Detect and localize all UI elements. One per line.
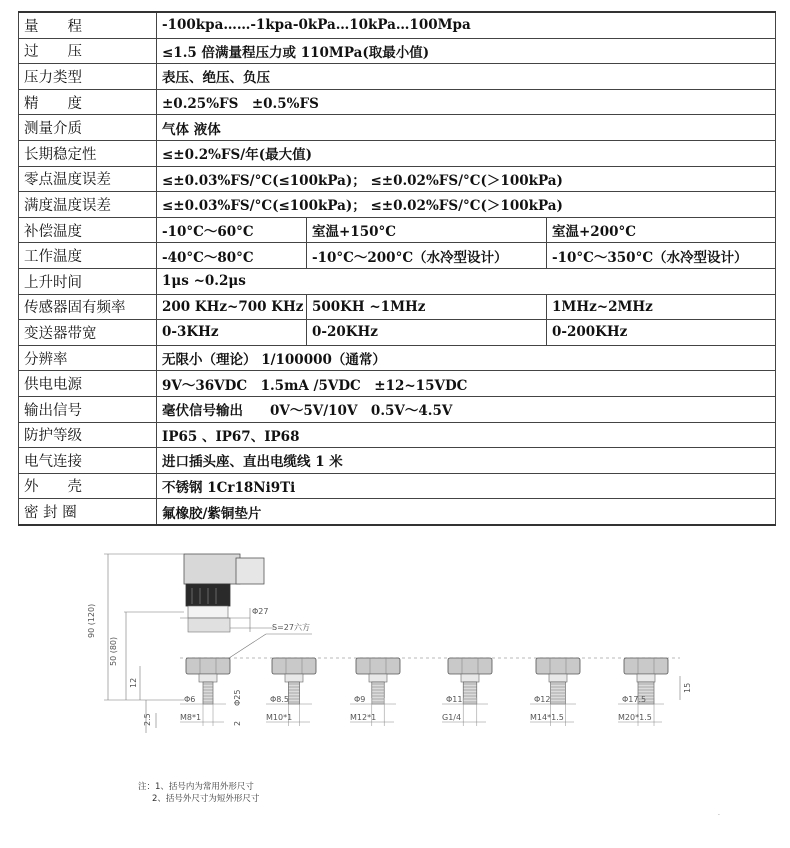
dim-groove: 2	[233, 720, 242, 726]
corner-mark: ·	[718, 812, 720, 819]
dimension-drawing	[80, 548, 720, 748]
spec-row	[19, 166, 776, 192]
fitting-dia-label: Φ6	[184, 695, 196, 704]
spec-value: 进口插头座、直出电缆线 1 米	[157, 448, 776, 474]
spec-value: ≤±0.03%FS/°C(≤100kPa)； ≤±0.02%FS/°C(＞100kPa)	[157, 192, 776, 218]
spec-value: 气体 液体	[157, 115, 776, 141]
spec-value: 毫伏信号输出 0V～5V/10V 0.5V～4.5V	[157, 396, 776, 422]
note-line-1: 注：1、括号内为常用外形尺寸	[138, 782, 254, 792]
fitting-dia-label: Φ8.5	[270, 695, 290, 704]
spec-value: ≤±0.2%FS/年(最大值)	[157, 140, 776, 166]
dim-right-height: 15	[683, 682, 692, 693]
spec-label: 工作温度	[19, 243, 157, 269]
spec-value: ≤1.5 倍满量程压力或 110MPa(取最小值)	[157, 38, 776, 64]
spec-label: 分辨率	[19, 345, 157, 371]
spec-table-body	[19, 12, 776, 525]
spec-value: 200 KHz~700 KHz	[157, 294, 307, 320]
spec-row	[19, 345, 776, 371]
spec-row	[19, 38, 776, 64]
spec-label: 变送器带宽	[19, 320, 157, 346]
spec-value: -40°C～80°C	[157, 243, 307, 269]
fitting-thread-label: M14*1.5	[530, 713, 564, 722]
spec-row	[19, 268, 776, 294]
fitting-dia-label: Φ17.5	[622, 695, 647, 704]
spec-row	[19, 217, 776, 243]
spec-row	[19, 320, 776, 346]
spec-value: -100kpa……-1kpa-0kPa…10kPa…100Mpa	[157, 12, 776, 38]
spec-row	[19, 12, 776, 38]
spec-label: 零点温度误差	[19, 166, 157, 192]
connector-plug	[184, 554, 264, 632]
fitting-thread-label: M12*1	[350, 713, 377, 722]
spec-value: ±0.25%FS ±0.5%FS	[157, 89, 776, 115]
fitting	[442, 658, 492, 726]
spec-value: 0-3KHz	[157, 320, 307, 346]
fitting-dia-label: Φ11	[446, 695, 463, 704]
dim-height-total: 90 (120)	[87, 603, 96, 638]
spec-value: -10°C～60°C	[157, 217, 307, 243]
spec-label: 过 压	[19, 38, 157, 64]
spec-label: 密 封 圈	[19, 499, 157, 525]
spec-value: 0-200KHz	[547, 320, 776, 346]
spec-label: 长期稳定性	[19, 140, 157, 166]
spec-label: 输出信号	[19, 396, 157, 422]
spec-row	[19, 448, 776, 474]
fitting	[180, 658, 230, 726]
spec-value: ≤±0.03%FS/°C(≤100kPa)； ≤±0.02%FS/°C(＞100kPa)	[157, 166, 776, 192]
spec-label: 外 壳	[19, 473, 157, 499]
spec-value: 1μs ~0.2μs	[157, 268, 776, 294]
spec-label: 量 程	[19, 12, 157, 38]
spec-label: 供电电源	[19, 371, 157, 397]
fitting	[266, 658, 316, 726]
dim-height-body: 50 (80)	[109, 636, 118, 666]
spec-value: -10°C～200°C（水冷型设计）	[307, 243, 547, 269]
fitting-dia-label: Φ9	[354, 695, 366, 704]
spec-value: -10°C～350°C（水冷型设计）	[547, 243, 776, 269]
dim-hex-height: 12	[129, 677, 138, 688]
spec-row	[19, 140, 776, 166]
spec-value: 氟橡胶/紫铜垫片	[157, 499, 776, 525]
fitting	[530, 658, 580, 726]
spec-row	[19, 396, 776, 422]
spec-label: 补偿温度	[19, 217, 157, 243]
spec-row	[19, 243, 776, 269]
spec-label: 压力类型	[19, 64, 157, 90]
spec-label: 满度温度误差	[19, 192, 157, 218]
drawing-notes	[138, 781, 259, 805]
spec-value: 室温+150°C	[307, 217, 547, 243]
spec-value: 500KH ~1MHz	[307, 294, 547, 320]
spec-value: 不锈钢 1Cr18Ni9Ti	[157, 473, 776, 499]
fitting	[350, 658, 400, 726]
spec-row	[19, 294, 776, 320]
fitting-dia-label: Φ12	[534, 695, 551, 704]
spec-value: 表压、绝压、负压	[157, 64, 776, 90]
spec-row	[19, 371, 776, 397]
spec-label: 防护等级	[19, 422, 157, 448]
dim-dia-neck: Φ25	[233, 689, 242, 706]
spec-value: 1MHz~2MHz	[547, 294, 776, 320]
fitting-thread-label: M20*1.5	[618, 713, 652, 722]
spec-row	[19, 64, 776, 90]
spec-value: IP65 、IP67、IP68	[157, 422, 776, 448]
spec-row	[19, 473, 776, 499]
note-line-2: 2、括号外尺寸为短外形尺寸	[152, 794, 260, 804]
spec-table	[18, 11, 776, 526]
spec-row	[19, 192, 776, 218]
spec-label: 传感器固有频率	[19, 294, 157, 320]
spec-label: 上升时间	[19, 268, 157, 294]
spec-label: 精 度	[19, 89, 157, 115]
fitting-thread-label: G1/4	[442, 713, 462, 722]
dim-hex-note: S=27六方	[272, 623, 310, 632]
spec-row	[19, 115, 776, 141]
dim-dia-top: Φ27	[252, 607, 269, 616]
fitting	[618, 658, 668, 726]
spec-row	[19, 422, 776, 448]
spec-value: 无限小（理论） 1/100000（通常）	[157, 345, 776, 371]
spec-value: 室温+200°C	[547, 217, 776, 243]
fitting-thread-label: M10*1	[266, 713, 293, 722]
spec-row	[19, 89, 776, 115]
fitting-thread-label: M8*1	[180, 713, 202, 722]
spec-row	[19, 499, 776, 525]
spec-label: 测量介质	[19, 115, 157, 141]
dim-thread-len: 2.5	[143, 713, 152, 726]
spec-value: 9V～36VDC 1.5mA /5VDC ±12~15VDC	[157, 371, 776, 397]
fittings-group	[180, 658, 668, 726]
spec-value: 0-20KHz	[307, 320, 547, 346]
spec-label: 电气连接	[19, 448, 157, 474]
